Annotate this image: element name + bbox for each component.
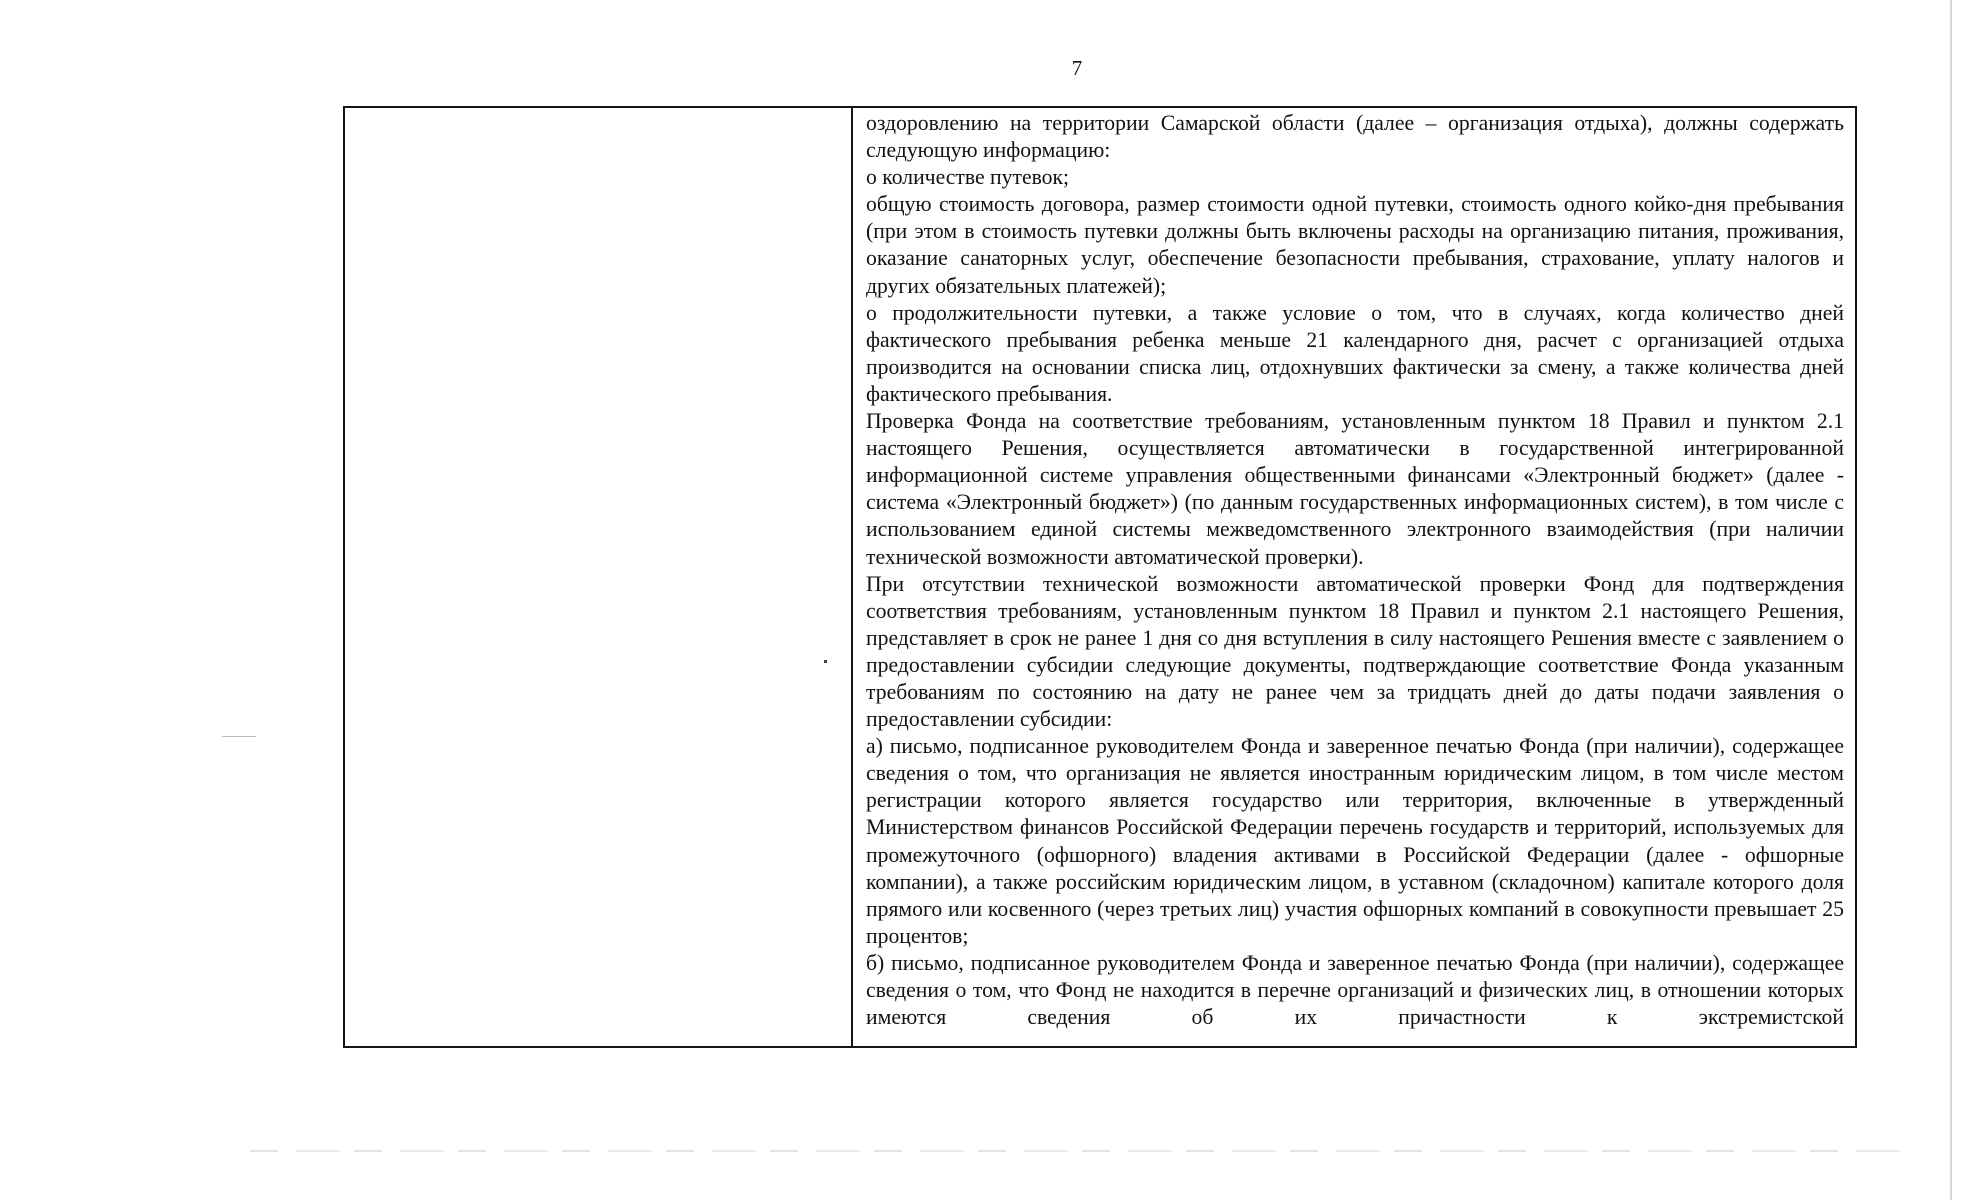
paragraph-7: а) письмо, подписанное руководителем Фонда и заверенное печатью Фонда (при наличии), содержащее сведения о том, что организация не является иностранным юридическим лицом, в том числе местом регистрации которого является государство или территория, включенные в утвержденный Министерством финансов Российской Федерации перечень государств и территорий, используемых для промежуточного (офшорного) владения активами в Российской Федерации (далее - офшорные компании), а также российским юридическим лицом, в уставном (складочном) капитале которого доля прямого или косвенного (через третьих лиц) участия офшорных компаний в совокупности превышает 25 процентов; xyxy=(866,734,1844,948)
paragraph-1: оздоровлению на территории Самарской области (далее – организация отдыха), должны содержать следующую информацию: xyxy=(866,111,1844,163)
scan-noise-bottom xyxy=(250,1150,1910,1152)
paragraph-3: общую стоимость договора, размер стоимости одной путевки, стоимость одного койко-дня пребывания (при этом в стоимость путевки должны быть включены расходы на организацию питания, проживания, оказание санаторных услуг, обеспечение безопасности пребывания, страхование, уплату налогов и других обязательных платежей); xyxy=(866,192,1844,298)
paragraph-5: Проверка Фонда на соответствие требованиям, установленным пунктом 18 Правил и пунктом 2.1 настоящего Решения, осуществляется автоматически в государственной интегрированной информационной системе управления общественными финансами «Электронный бюджет» (далее - система «Электронный бюджет») (по данным государственных информационных систем), в том числе с использованием единой системы межведомственного электронного взаимодействия (при наличии технической возможности автоматической проверки). xyxy=(866,409,1844,569)
paragraph-8: б) письмо, подписанное руководителем Фонда и заверенное печатью Фонда (при наличии), содержащее сведения о том, что Фонд не находится в перечне организаций и физических лиц, в отношении которых имеются сведения об их причастности к экстремистской xyxy=(866,950,1844,1030)
paragraph-2: о количестве путевок; xyxy=(866,165,1070,190)
scan-edge-right xyxy=(1950,0,1952,1200)
page-number: 7 xyxy=(1071,56,1083,80)
scan-mark-left xyxy=(222,736,256,737)
table-left-cell xyxy=(345,108,853,1046)
scan-dot xyxy=(824,660,827,663)
paragraph-6: При отсутствии технической возможности автоматической проверки Фонд для подтверждения соответствия требованиям, установленным пунктом 18 Правил и пунктом 2.1 настоящего Решения, представляет в срок не ранее 1 дня со дня вступления в силу настоящего Решения вместе с заявлением о предоставлении субсидии следующие документы, подтверждающие соответствие Фонда указанным требованиям по состоянию на дату не ранее чем за тридцать дней до даты подачи заявления о предоставлении субсидии: xyxy=(866,571,1844,732)
paragraph-4: о продолжительности путевки, а также условие о том, что в случаях, когда количество дней фактического пребывания ребенка меньше 21 календарного дня, расчет с организацией отдыха производится на основании списка лиц, отдохнувших фактически за смену, а также количества дней фактического пребывания. xyxy=(866,300,1844,406)
document-table xyxy=(343,106,1857,1048)
table-right-cell xyxy=(853,108,1855,1046)
